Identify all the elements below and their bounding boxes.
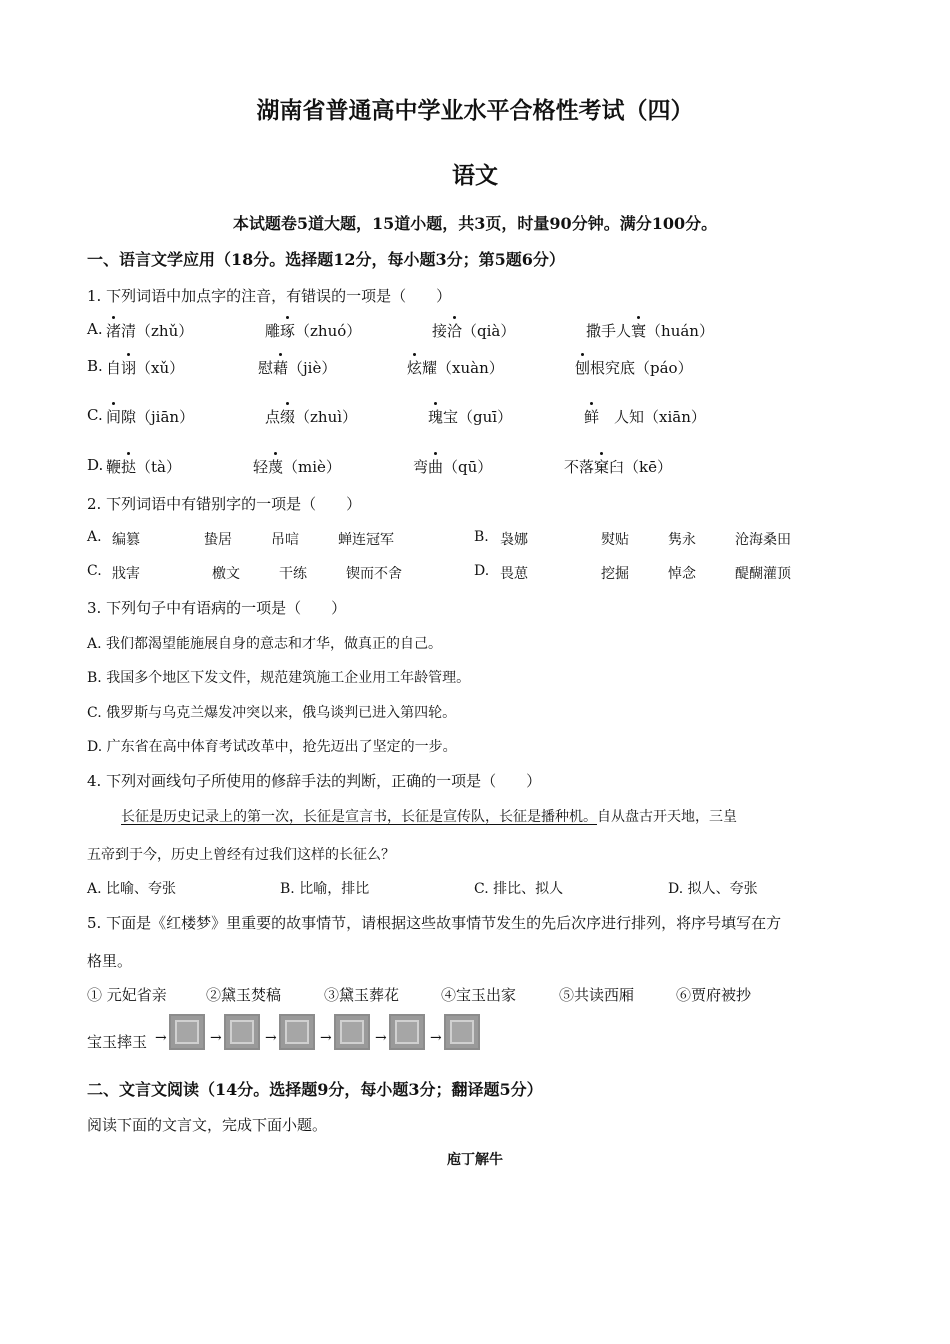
q5-event: ① 元妃省亲 [87, 986, 167, 1004]
arrow-icon: → [375, 1030, 387, 1046]
q1-option-c-label: C. [87, 406, 103, 424]
q2-word: 戕害 [112, 566, 140, 582]
q4-passage-line1 [87, 806, 862, 826]
q1-a1-rest: 清（zhǔ） [121, 322, 194, 340]
q1-option-a-item: 撒手人寰（huán） [586, 322, 714, 340]
q2-word: 悼念 [668, 566, 696, 582]
q1-option-d-item: 轻蔑（miè） [253, 458, 341, 476]
q2-word: 吊唁 [271, 532, 299, 548]
arrow-icon: → [265, 1030, 277, 1046]
q2-word: 蛰居 [204, 532, 232, 548]
q1-option-a-item: 接洽（qià） [432, 322, 516, 340]
q5-stem-line1: 5. 下面是《红楼梦》里重要的故事情节，请根据这些故事情节发生的先后次序进行排列，将序号填写在方 [87, 914, 782, 932]
q4-underlined-sentence: 长征是历史记录上的第一次，长征是宣言书，长征是宣传队，长征是播种机。 [121, 809, 597, 825]
answer-box[interactable] [279, 1014, 315, 1050]
q1-option-b-item: 炫耀（xuàn） [407, 359, 504, 377]
q1-option-d-item: 不落窠臼（kē） [564, 458, 672, 476]
q1-option-a-item: 雕琢（zhuó） [265, 322, 362, 340]
answer-box[interactable] [334, 1014, 370, 1050]
answer-box[interactable] [169, 1014, 205, 1050]
q5-event: ⑤共读西厢 [559, 986, 635, 1004]
q1-option-c-item: 点缀（zhuì） [265, 408, 358, 426]
q4-option-a: A. 比喻、夸张 [87, 881, 177, 897]
q4-option-b: B. 比喻，排比 [280, 881, 370, 897]
q2-word: 挖掘 [601, 566, 629, 582]
q1-option-d-item: 鞭挞（tà） [106, 458, 182, 476]
exam-note: 本试题卷5道大题，15道小题，共3页，时量90分钟。满分100分。 [232, 214, 718, 233]
exam-title: 湖南省普通高中学业水平合格性考试（四） [256, 97, 694, 124]
answer-box[interactable] [389, 1014, 425, 1050]
section-2-intro: 阅读下面的文言文，完成下面小题。 [87, 1116, 328, 1134]
q1-option-a-label: A. [87, 320, 103, 338]
q1-option-b-item: 刨根究底（páo） [575, 359, 693, 377]
q1-option-c-item: 间隙（jiān） [106, 408, 195, 426]
q1-option-c-item: 鲜 人知（xiān） [584, 408, 706, 426]
q1-option-b-label: B. [87, 357, 103, 375]
passage-title: 庖丁解牛 [447, 1152, 503, 1168]
q5-start-event: 宝玉摔玉 [87, 1033, 148, 1051]
arrow-icon: → [155, 1030, 167, 1046]
q1-option-b-item: 自诩（xǔ） [106, 359, 185, 377]
q3-option-a: A. 我们都渴望能施展自身的意志和才华，做真正的自己。 [87, 636, 443, 652]
q2-option-c-label: C. [87, 563, 102, 579]
arrow-icon: → [430, 1030, 442, 1046]
q3-stem: 3. 下列句子中有语病的一项是（ ） [87, 599, 347, 617]
q2-word: 檄文 [212, 566, 240, 582]
q2-word: 干练 [279, 566, 307, 582]
q5-event: ④宝玉出家 [441, 986, 517, 1004]
q4-stem: 4. 下列对画线句子所使用的修辞手法的判断，正确的一项是（ ） [87, 772, 542, 790]
q1-option-d-item: 弯曲（qū） [413, 458, 493, 476]
q1-option-c-item: 瑰宝（guī） [428, 408, 513, 426]
q2-word: 蝉连冠军 [338, 532, 394, 548]
q4-option-c: C. 排比、拟人 [474, 881, 564, 897]
q2-stem: 2. 下列词语中有错别字的一项是（ ） [87, 495, 362, 513]
q2-word: 沧海桑田 [735, 532, 791, 548]
q1-option-a-item: 渚清（zhǔ） [106, 322, 194, 340]
section-2-title: 二、文言文阅读（14分。选择题9分，每小题3分；翻译题5分） [87, 1080, 543, 1099]
q1-stem: 1. 下列词语中加点字的注音，有错误的一项是（ ） [87, 287, 452, 305]
q5-event: ⑥贾府被抄 [676, 986, 752, 1004]
q2-word: 隽永 [668, 532, 696, 548]
answer-box[interactable] [444, 1014, 480, 1050]
q2-word: 锲而不舍 [346, 566, 402, 582]
q2-word: 畏葸 [500, 566, 528, 582]
q5-event: ②黛玉焚稿 [206, 986, 282, 1004]
q1-option-d-label: D. [87, 456, 104, 474]
q5-event: ③黛玉葬花 [324, 986, 400, 1004]
q2-word: 熨贴 [601, 532, 629, 548]
q3-option-d: D. 广东省在高中体育考试改革中，抢先迈出了坚定的一步。 [87, 739, 457, 755]
q2-word: 袅娜 [500, 532, 528, 548]
q2-option-a-label: A. [87, 529, 102, 545]
q3-option-b: B. 我国多个地区下发文件，规范建筑施工企业用工年龄管理。 [87, 670, 471, 686]
arrow-icon: → [320, 1030, 332, 1046]
q2-option-d-label: D. [474, 563, 490, 579]
q3-option-c: C. 俄罗斯与乌克兰爆发冲突以来，俄乌谈判已进入第四轮。 [87, 705, 457, 721]
q4-passage-line2: 五帝到于今，历史上曾经有过我们这样的长征么？ [87, 847, 395, 863]
q5-stem-line2: 格里。 [87, 952, 133, 970]
q4-option-d: D. 拟人、夸张 [668, 881, 758, 897]
q1-option-b-item: 慰藉（jiè） [258, 359, 337, 377]
answer-box[interactable] [224, 1014, 260, 1050]
section-1-title: 一、语言文学应用（18分。选择题12分，每小题3分；第5题6分） [87, 250, 565, 269]
q2-option-b-label: B. [474, 529, 489, 545]
q4-passage-rest: 自从盘古开天地，三皇 [597, 809, 737, 825]
subject-title: 语文 [452, 162, 498, 189]
arrow-icon: → [210, 1030, 222, 1046]
q2-word: 编篡 [112, 532, 140, 548]
q2-word: 醍醐灌顶 [735, 566, 791, 582]
